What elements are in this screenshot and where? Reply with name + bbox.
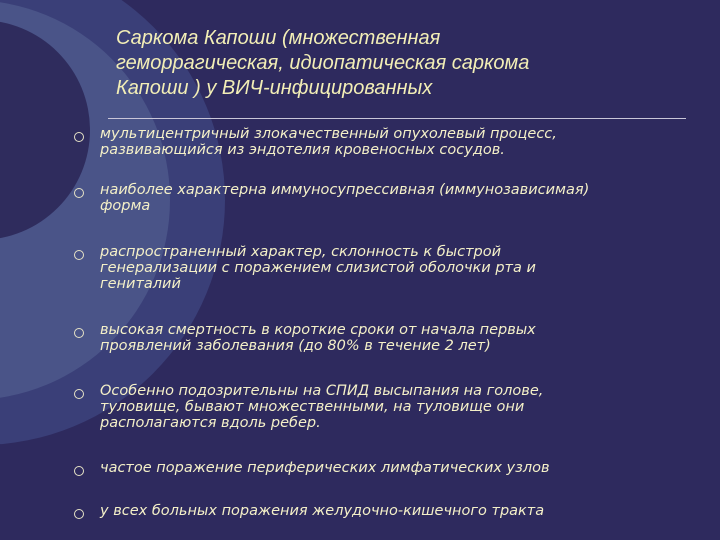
text-line: располагаются вдоль ребер. [100, 415, 321, 431]
title-divider [108, 118, 686, 119]
bullet-circle-icon [74, 509, 84, 519]
bullet-circle-icon [74, 466, 84, 476]
text-line: туловище, бывают множественными, на туловище они [100, 399, 525, 415]
text-line: распространенный характер, склонность к быстрой [100, 244, 502, 260]
bullet-circle-icon [74, 188, 84, 198]
text-line: частое поражение периферических лимфатических узлов [100, 460, 550, 476]
list-item-text [100, 460, 700, 476]
text-line: развивающийся из эндотелия кровеносных сосудов. [100, 142, 505, 158]
text-line: гениталий [100, 276, 181, 292]
list-item-text [100, 182, 700, 214]
text-line: мультицентричный злокачественный опухолевый процесс, [100, 126, 557, 142]
text-line: проявлений заболевания (до 80% в течение 2 лет) [100, 338, 491, 354]
bullet-circle-icon [74, 250, 84, 260]
title-line: Саркома Капоши (множественная [116, 27, 441, 49]
text-line: у всех больных поражения желудочно-кишечного тракта [100, 503, 545, 519]
list-item-text [100, 503, 700, 519]
title-line: Капоши ) у ВИЧ-инфицированных [116, 77, 433, 99]
bullet-circle-icon [74, 328, 84, 338]
text-line: форма [100, 198, 151, 214]
text-line: генерализации с поражением слизистой оболочки рта и [100, 260, 536, 276]
bullet-circle-icon [74, 132, 84, 142]
bullet-circle-icon [74, 389, 84, 399]
slide-title [116, 26, 696, 101]
text-line: наиболее характерна иммуносупрессивная (иммунозависимая) [100, 182, 590, 198]
list-item-text [100, 244, 700, 292]
list-item-text [100, 322, 700, 354]
list-item-text [100, 126, 700, 158]
text-line: Особенно подозрительны на СПИД высыпания на голове, [100, 383, 544, 399]
list-item-text [100, 383, 700, 431]
text-line: высокая смертность в короткие сроки от начала первых [100, 322, 536, 338]
title-line: геморрагическая, идиопатическая саркома [116, 52, 530, 74]
